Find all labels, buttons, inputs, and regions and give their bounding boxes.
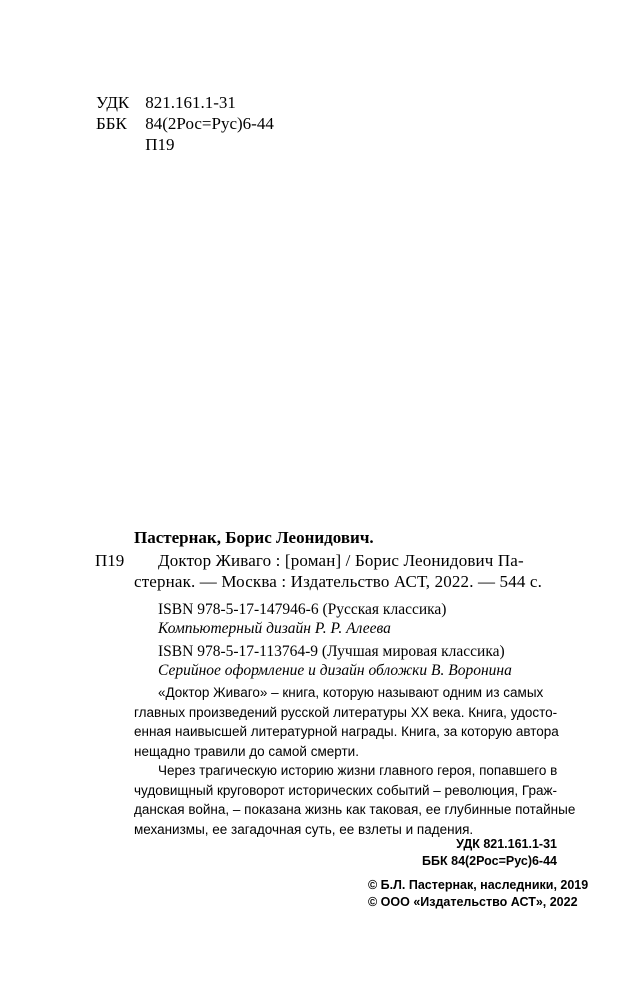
udk-value: 821.161.1-31	[145, 93, 236, 112]
annotation-line: главных произведений русской литературы XX века. Книга, удосто-	[134, 704, 558, 720]
footer-udk: УДК 821.161.1-31	[456, 837, 557, 851]
annotation-line: нещадно травили до самой смерти.	[134, 743, 359, 759]
udk-label: УДК	[96, 93, 130, 112]
card-author-mark: П19	[95, 551, 125, 570]
bbk-line	[96, 113, 274, 134]
card-biblio-line2: стернак. — Москва : Издательство АСТ, 2022. — 544 с.	[134, 572, 542, 591]
bbk-value: 84(2Рос=Рус)6-44	[145, 114, 274, 133]
annotation-line: «Доктор Живаго» – книга, которую называют одним из самых	[158, 685, 544, 700]
udk-line	[96, 92, 274, 113]
card-author: Пастернак, Борис Леонидович.	[134, 528, 374, 547]
series-design-credit: Серийное оформление и дизайн обложки В. Воронина	[158, 662, 512, 679]
author-mark-top: П19	[145, 135, 175, 154]
computer-design-credit: Компьютерный дизайн Р. Р. Алеева	[158, 620, 391, 637]
copyright-authors: © Б.Л. Пастернак, наследники, 2019	[368, 878, 589, 892]
isbn-world-classics: ISBN 978-5-17-113764-9 (Лучшая мировая классика)	[158, 643, 505, 660]
annotation-line: енная наивысшей литературной награды. Книга, за которую автора	[134, 724, 559, 739]
card-biblio-line1: Доктор Живаго : [роман] / Борис Леонидович Па-	[158, 551, 524, 570]
copyright-block	[368, 877, 588, 911]
annotation-paragraph-2	[134, 761, 581, 839]
annotation-line: Через трагическую историю жизни главного героя, попавшего в	[158, 763, 558, 778]
footer-codes	[422, 836, 557, 870]
isbn-russian-classics: ISBN 978-5-17-147946-6 (Русская классика)	[158, 601, 447, 618]
author-mark-line	[96, 134, 274, 155]
annotation-paragraph-1	[134, 683, 581, 761]
copyright-publisher: © ООО «Издательство АСТ», 2022	[368, 895, 578, 909]
annotation-line: механизмы, ее загадочная суть, ее взлеты и падения.	[134, 821, 474, 837]
footer-bbk: ББК 84(2Рос=Рус)6-44	[422, 854, 557, 868]
classification-block	[96, 92, 274, 155]
annotation-line: чудовищный круговорот исторических событий – революция, Граж-	[134, 782, 557, 798]
bbk-label: ББК	[96, 114, 127, 133]
annotation-line: данская война, – показана жизнь как таковая, ее глубинные потайные	[134, 802, 576, 817]
